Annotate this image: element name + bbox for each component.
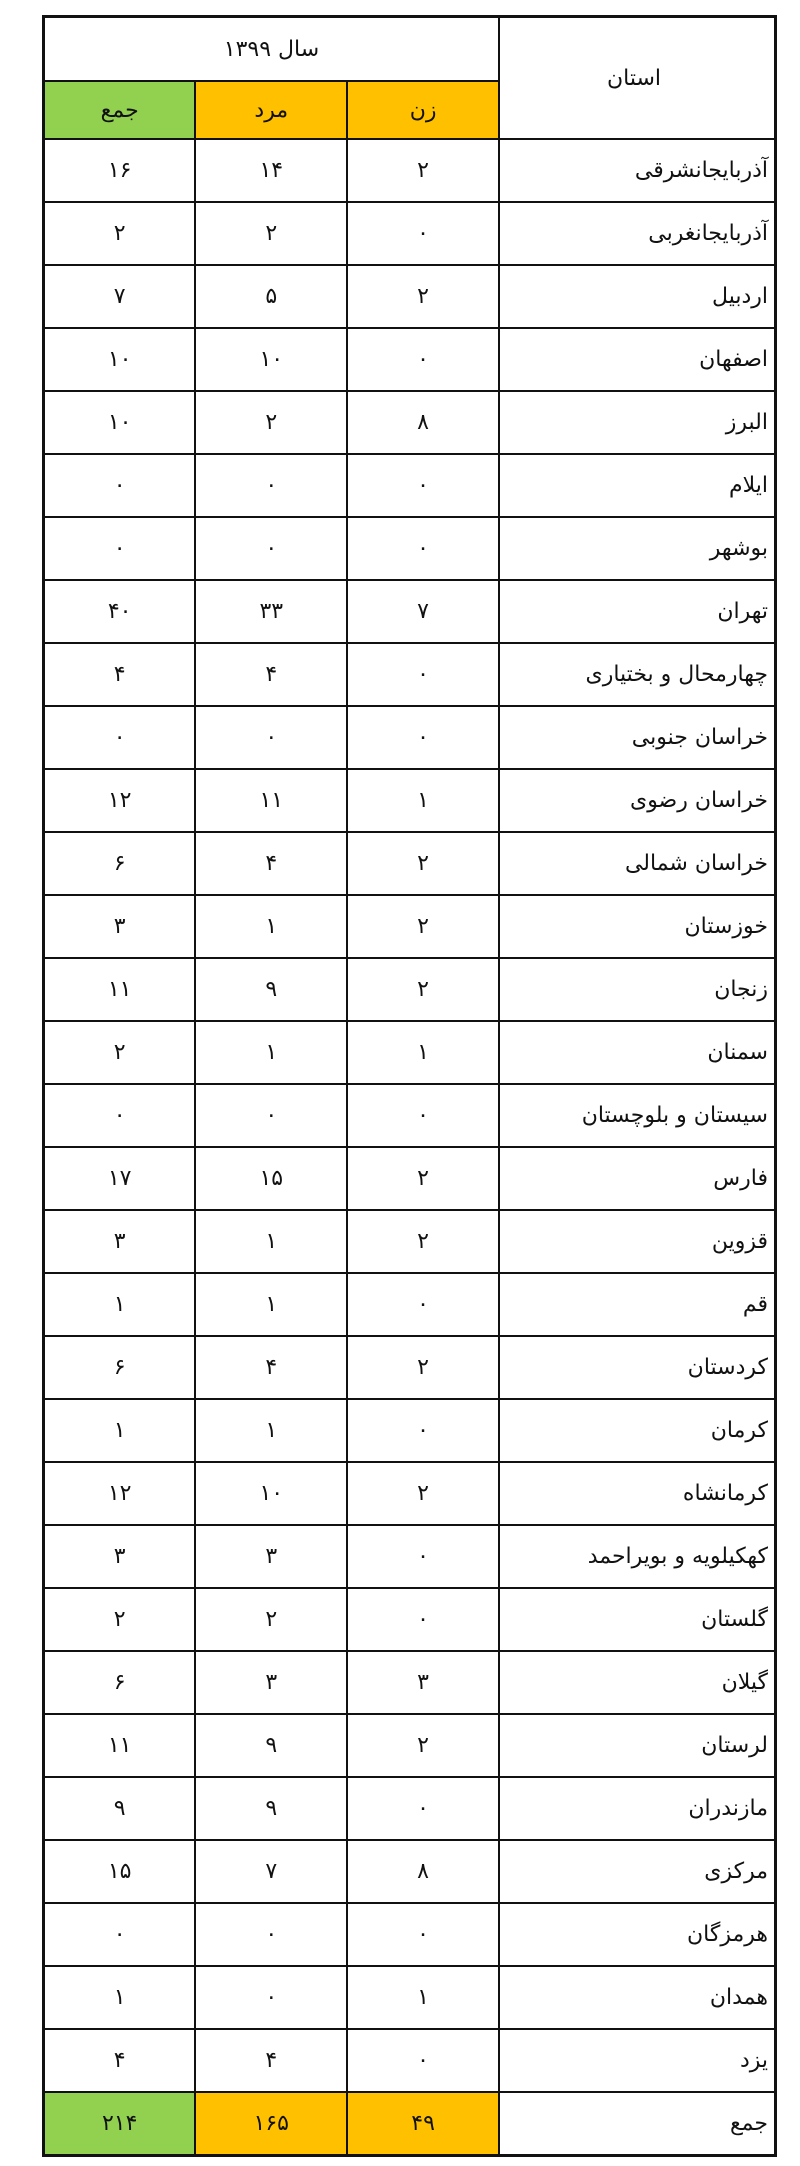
total-cell: ۲ (44, 1588, 196, 1651)
province-gender-table (42, 15, 777, 2157)
province-cell: کرمانشاه (499, 1462, 776, 1525)
province-cell: قم (499, 1273, 776, 1336)
women-cell: ۰ (347, 1399, 499, 1462)
province-cell: همدان (499, 1966, 776, 2029)
men-cell: ۱ (195, 895, 347, 958)
total-cell: ۱۲ (44, 1462, 196, 1525)
table-row (44, 265, 776, 328)
table-row (44, 1588, 776, 1651)
table-row (44, 1273, 776, 1336)
table-title-row (44, 17, 776, 82)
province-cell: مازندران (499, 1777, 776, 1840)
total-cell: ۱۰ (44, 391, 196, 454)
men-cell: ۱۰ (195, 1462, 347, 1525)
table-row (44, 454, 776, 517)
men-cell: ۵ (195, 265, 347, 328)
women-column-header: زن (347, 81, 499, 139)
women-cell: ۰ (347, 643, 499, 706)
total-cell: ۱ (44, 1399, 196, 1462)
table-row (44, 202, 776, 265)
total-cell: ۴ (44, 643, 196, 706)
women-cell: ۰ (347, 517, 499, 580)
total-cell: ۶ (44, 1651, 196, 1714)
total-cell: ۳ (44, 1525, 196, 1588)
men-cell: ۳۳ (195, 580, 347, 643)
table-row (44, 1147, 776, 1210)
province-cell: آذربایجانشرقی (499, 139, 776, 202)
men-cell: ۰ (195, 517, 347, 580)
men-cell: ۰ (195, 1903, 347, 1966)
women-cell: ۱ (347, 1021, 499, 1084)
women-cell: ۸ (347, 391, 499, 454)
province-column-header: استان (499, 17, 776, 140)
total-cell: ۰ (44, 1084, 196, 1147)
table-row (44, 1777, 776, 1840)
women-cell: ۰ (347, 328, 499, 391)
men-cell: ۹ (195, 1714, 347, 1777)
province-cell: مرکزی (499, 1840, 776, 1903)
province-cell: البرز (499, 391, 776, 454)
province-cell: لرستان (499, 1714, 776, 1777)
women-cell: ۷ (347, 580, 499, 643)
men-cell: ۹ (195, 1777, 347, 1840)
men-cell: ۳ (195, 1651, 347, 1714)
women-cell: ۲ (347, 958, 499, 1021)
men-cell: ۱۴ (195, 139, 347, 202)
women-cell: ۰ (347, 202, 499, 265)
province-cell: کرمان (499, 1399, 776, 1462)
province-cell: ایلام (499, 454, 776, 517)
table-row (44, 832, 776, 895)
men-cell: ۱ (195, 1399, 347, 1462)
province-cell: چهارمحال و بختیاری (499, 643, 776, 706)
women-cell: ۲ (347, 1714, 499, 1777)
table-row (44, 1021, 776, 1084)
table-row (44, 1210, 776, 1273)
table-row (44, 1462, 776, 1525)
total-cell: ۱۷ (44, 1147, 196, 1210)
total-cell: ۰ (44, 1903, 196, 1966)
totals-label: جمع (499, 2092, 776, 2156)
women-cell: ۲ (347, 139, 499, 202)
women-cell: ۱ (347, 1966, 499, 2029)
women-cell: ۰ (347, 2029, 499, 2092)
men-cell: ۱ (195, 1021, 347, 1084)
women-cell: ۰ (347, 706, 499, 769)
total-cell: ۴ (44, 2029, 196, 2092)
total-cell: ۰ (44, 706, 196, 769)
men-cell: ۰ (195, 454, 347, 517)
table-row (44, 1966, 776, 2029)
table-row (44, 958, 776, 1021)
women-cell: ۲ (347, 832, 499, 895)
total-cell: ۰ (44, 517, 196, 580)
men-cell: ۱ (195, 1273, 347, 1336)
province-cell: سیستان و بلوچستان (499, 1084, 776, 1147)
province-cell: کردستان (499, 1336, 776, 1399)
province-cell: خوزستان (499, 895, 776, 958)
province-cell: تهران (499, 580, 776, 643)
total-cell: ۱۱ (44, 1714, 196, 1777)
table-row (44, 706, 776, 769)
province-cell: گیلان (499, 1651, 776, 1714)
women-cell: ۱ (347, 769, 499, 832)
men-cell: ۹ (195, 958, 347, 1021)
women-cell: ۲ (347, 265, 499, 328)
women-cell: ۰ (347, 1525, 499, 1588)
table-row (44, 1651, 776, 1714)
total-cell: ۰ (44, 454, 196, 517)
men-cell: ۲ (195, 1588, 347, 1651)
men-cell: ۲ (195, 391, 347, 454)
province-cell: اصفهان (499, 328, 776, 391)
province-cell: یزد (499, 2029, 776, 2092)
table-row (44, 1084, 776, 1147)
women-cell: ۰ (347, 1903, 499, 1966)
table-row (44, 1525, 776, 1588)
table-row (44, 517, 776, 580)
total-cell: ۱۰ (44, 328, 196, 391)
total-cell: ۲ (44, 1021, 196, 1084)
total-cell: ۶ (44, 832, 196, 895)
men-cell: ۷ (195, 1840, 347, 1903)
total-cell: ۳ (44, 895, 196, 958)
total-cell: ۶ (44, 1336, 196, 1399)
total-cell: ۱۵ (44, 1840, 196, 1903)
year-title: سال ۱۳۹۹ (44, 17, 500, 82)
women-cell: ۰ (347, 454, 499, 517)
table-row (44, 1336, 776, 1399)
women-cell: ۰ (347, 1084, 499, 1147)
province-cell: فارس (499, 1147, 776, 1210)
men-total: ۱۶۵ (195, 2092, 347, 2156)
men-cell: ۱۰ (195, 328, 347, 391)
province-cell: زنجان (499, 958, 776, 1021)
totals-row (44, 2092, 776, 2156)
men-cell: ۰ (195, 1966, 347, 2029)
total-cell: ۴۰ (44, 580, 196, 643)
province-cell: خراسان رضوی (499, 769, 776, 832)
province-cell: اردبیل (499, 265, 776, 328)
province-cell: خراسان جنوبی (499, 706, 776, 769)
total-column-header: جمع (44, 81, 196, 139)
grand-total: ۲۱۴ (44, 2092, 196, 2156)
men-cell: ۴ (195, 2029, 347, 2092)
total-cell: ۱ (44, 1966, 196, 2029)
province-cell: بوشهر (499, 517, 776, 580)
province-cell: هرمزگان (499, 1903, 776, 1966)
province-cell: آذربایجانغربی (499, 202, 776, 265)
women-cell: ۰ (347, 1777, 499, 1840)
table-row (44, 328, 776, 391)
men-cell: ۱۵ (195, 1147, 347, 1210)
table-row (44, 580, 776, 643)
total-cell: ۱۶ (44, 139, 196, 202)
table-row (44, 769, 776, 832)
table-row (44, 1399, 776, 1462)
table-row (44, 391, 776, 454)
province-cell: کهکیلویه و بویراحمد (499, 1525, 776, 1588)
statistics-table-container (42, 15, 777, 2161)
total-cell: ۷ (44, 265, 196, 328)
table-row (44, 643, 776, 706)
women-total: ۴۹ (347, 2092, 499, 2156)
total-cell: ۲ (44, 202, 196, 265)
table-body (44, 17, 776, 2156)
men-cell: ۰ (195, 1084, 347, 1147)
table-row (44, 895, 776, 958)
table-row (44, 139, 776, 202)
province-cell: سمنان (499, 1021, 776, 1084)
men-cell: ۴ (195, 1336, 347, 1399)
men-cell: ۴ (195, 643, 347, 706)
men-cell: ۳ (195, 1525, 347, 1588)
table-row (44, 2029, 776, 2092)
men-cell: ۱۱ (195, 769, 347, 832)
total-cell: ۱ (44, 1273, 196, 1336)
women-cell: ۲ (347, 895, 499, 958)
table-row (44, 1714, 776, 1777)
table-row (44, 1840, 776, 1903)
women-cell: ۲ (347, 1462, 499, 1525)
total-cell: ۱۲ (44, 769, 196, 832)
women-cell: ۰ (347, 1273, 499, 1336)
men-cell: ۰ (195, 706, 347, 769)
province-cell: خراسان شمالی (499, 832, 776, 895)
women-cell: ۲ (347, 1147, 499, 1210)
women-cell: ۳ (347, 1651, 499, 1714)
women-cell: ۸ (347, 1840, 499, 1903)
province-cell: گلستان (499, 1588, 776, 1651)
total-cell: ۱۱ (44, 958, 196, 1021)
men-cell: ۴ (195, 832, 347, 895)
total-cell: ۹ (44, 1777, 196, 1840)
women-cell: ۰ (347, 1588, 499, 1651)
table-row (44, 1903, 776, 1966)
women-cell: ۲ (347, 1210, 499, 1273)
men-column-header: مرد (195, 81, 347, 139)
men-cell: ۱ (195, 1210, 347, 1273)
total-cell: ۳ (44, 1210, 196, 1273)
province-cell: قزوین (499, 1210, 776, 1273)
women-cell: ۲ (347, 1336, 499, 1399)
men-cell: ۲ (195, 202, 347, 265)
